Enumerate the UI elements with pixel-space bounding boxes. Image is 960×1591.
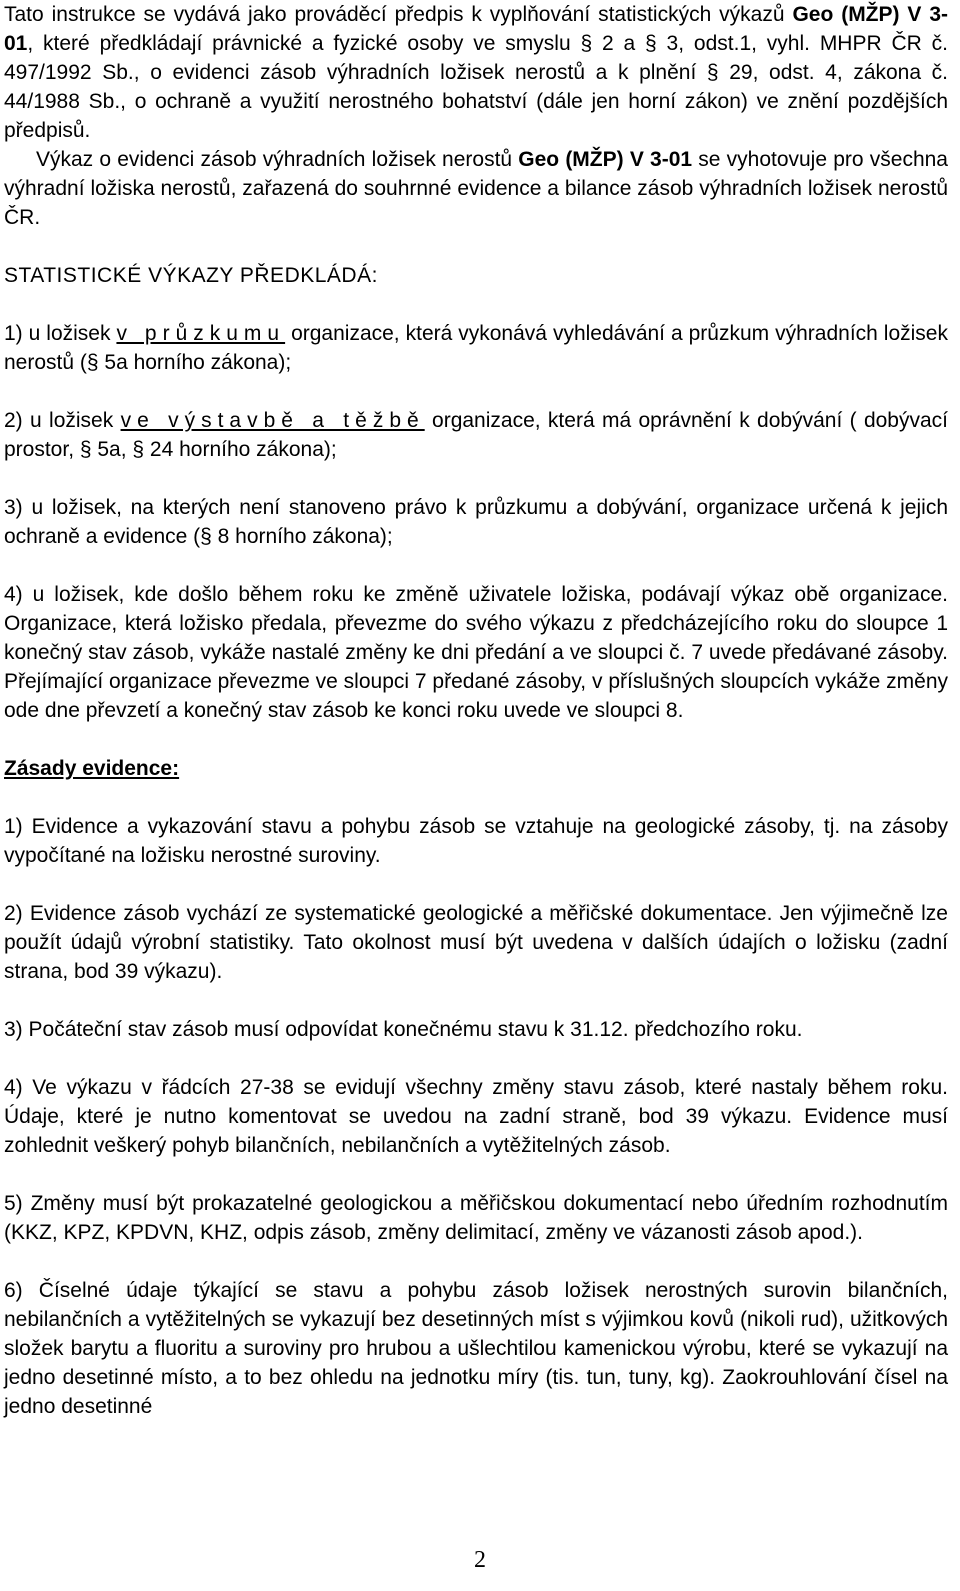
list-item (4, 406, 948, 464)
principles-heading (4, 754, 948, 783)
item-text: 2) u ložisek (4, 409, 121, 432)
list-item: 4) u ložisek, kde došlo během roku ke změně uživatele ložiska, podávají výkaz obě organizace. Organizace, která ložisko předala, převezme do svého výkazu z předcházejícího roku do sloupce 1 konečný stav zásob, vykáže nastalé změny ke dni předání a ve sloupci č. 7 uvede předávané zásoby. Přejímající organizace převezme ve sloupci 7 předané zásoby, v příslušných sloupcích vykáže změny ode dne převzetí a konečný stav zásob ke konci roku uvede ve sloupci 8. (4, 583, 948, 722)
principle-item: 1) Evidence a vykazování stavu a pohybu zásob se vztahuje na geologické zásoby, tj. na zásoby vypočítané na ložisku nerostné suroviny. (4, 815, 948, 867)
principle-item: 4) Ve výkazu v řádcích 27-38 se evidují všechny změny stavu zásob, které nastaly během roku. Údaje, které je nutno komentovat se uvedou na zadní straně, bod 39 výkazu. Evidence musí zohlednit veškerý pohyb bilančních, nebilančních a vytěžitelných zásob. (4, 1076, 948, 1157)
intro-paragraph-1 (4, 0, 948, 145)
principle-item: 2) Evidence zásob vychází ze systematické geologické a měřičské dokumentace. Jen výjimečně lze použít údajů výrobní statistiky. Tato okolnost musí být uvedena v dalších údajích o ložisku (zadní strana, bod 39 výkazu). (4, 902, 948, 983)
spaced-underlined-text: v průzkumu (116, 322, 286, 345)
principle-item: 5) Změny musí být prokazatelné geologickou a měřičskou dokumentací nebo úředním rozhodnutím (KKZ, KPZ, KPDVN, KHZ, odpis zásob, změny delimitací, změny ve vázanosti zásob apod.). (4, 1192, 948, 1244)
intro-paragraph-2 (4, 145, 948, 232)
form-code: Geo (MŽP) V 3-01 (4, 3, 948, 55)
intro-text: se vyhotovuje pro všechna výhradní ložiska nerostů, zařazená do souhrnné evidence a bilance zásob výhradních ložisek nerostů ČR. (4, 148, 948, 229)
principles-title: Zásady evidence: (4, 757, 180, 780)
list-item: 3) u ložisek, na kterých není stanoveno právo k průzkumu a dobývání, organizace určená k jejich ochraně a evidence (§ 8 horního zákona); (4, 496, 948, 548)
page-number: 2 (474, 1547, 486, 1573)
form-code: Geo (MŽP) V 3-01 (518, 148, 693, 171)
principle-item: 6) Číselné údaje týkající se stavu a pohybu zásob ložisek nerostných surovin bilančních, nebilančních a vytěžitelných se vykazují bez desetinných míst s výjimkou kovů (nikoli rud), užitkových složek barytu a fluoritu a suroviny pro hrubou a ušlechtilou kamenickou výrobu, které se vykazují na jedno desetinné místo, a to bez ohledu na jednotku míry (tis. tun, tuny, kg). Zaokrouhlování čísel na jedno desetinné (4, 1279, 948, 1418)
item-text: organizace, která vykonává vyhledávání a průzkum výhradních ložisek nerostů (§ 5a horního zákona); (4, 322, 948, 374)
section-title: STATISTICKÉ VÝKAZY PŘEDKLÁDÁ: (4, 264, 378, 287)
item-text: organizace, která má oprávnění k dobývání ( dobývací prostor, § 5a, § 24 horního zákona); (4, 409, 949, 461)
document-page (4, 0, 948, 1421)
item-text: 1) u ložisek (4, 322, 117, 345)
intro-text: Tato instrukce se vydává jako prováděcí předpis k vyplňování statistických výkazů (4, 3, 793, 26)
intro-text: Výkaz o evidenci zásob výhradních ložisek nerostů (36, 148, 519, 171)
list-item (4, 319, 948, 377)
principle-item: 3) Počáteční stav zásob musí odpovídat konečnému stavu k 31.12. předchozího roku. (4, 1018, 803, 1041)
intro-text: , které předkládají právnické a fyzické osoby ve smyslu § 2 a § 3, odst.1, vyhl. MHPR ČR č. 497/1992 Sb., o evidenci zásob výhradních ložisek nerostů a k plnění § 29, odst. 4, zákona č. 44/1988 Sb., o ochraně a využití nerostného bohatství (dále jen horní zákon) ve znění pozdějších předpisů. (4, 32, 948, 142)
spaced-underlined-text: ve výstavbě a těžbě (120, 409, 425, 432)
